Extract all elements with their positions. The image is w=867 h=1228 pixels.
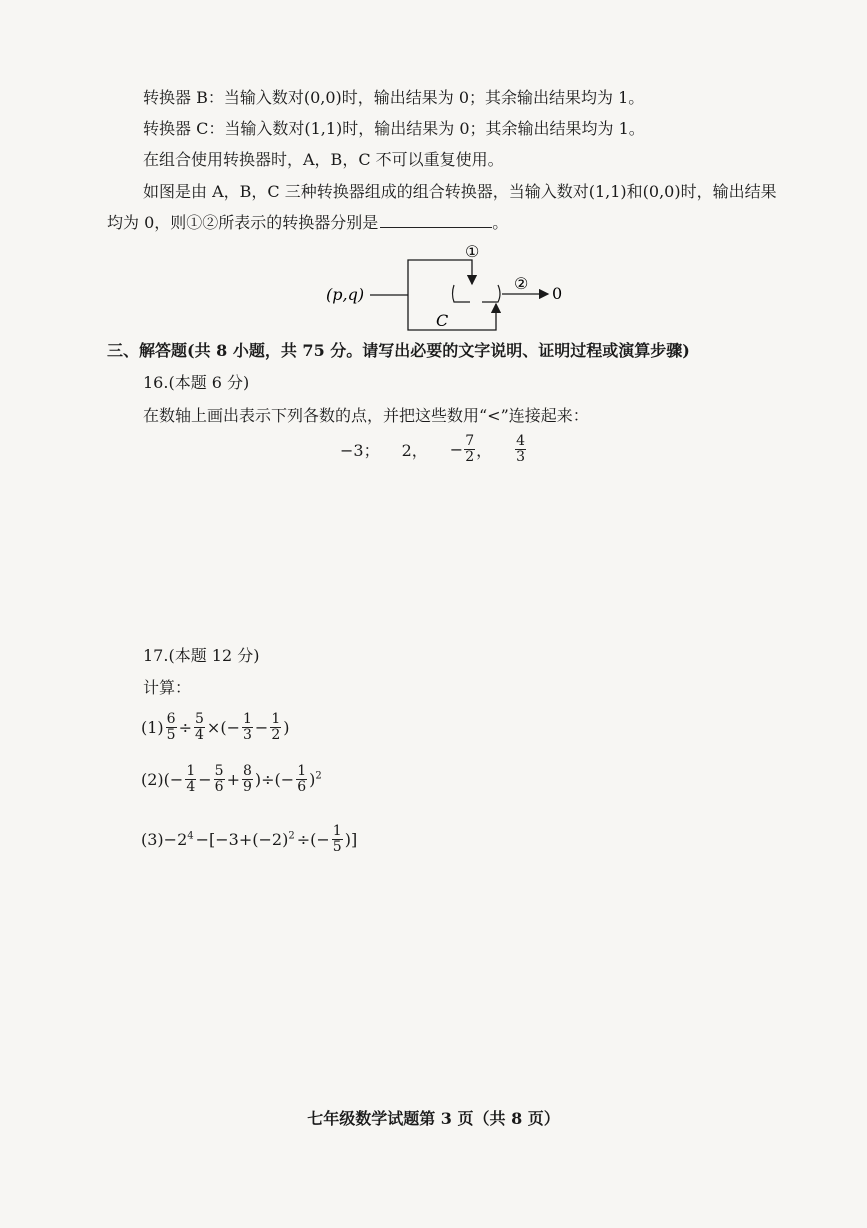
top-wire — [408, 260, 472, 295]
exponent: 2 — [315, 770, 322, 782]
fraction-denominator: 6 — [297, 779, 307, 795]
section3-note: (共 8 小题，共 75 分。请写出必要的文字说明、证明过程或演算步骤) — [187, 341, 690, 360]
operator: − — [254, 718, 269, 737]
q16-fraction-3 — [464, 434, 475, 465]
input-label: (p,q) — [326, 285, 365, 304]
converter-c-text: 转换器 C：当输入数对(1,1)时，输出结果为 0；其余输出结果均为 1。 — [143, 119, 645, 138]
fraction-numerator: 1 — [297, 763, 307, 779]
fraction-numerator: 6 — [166, 711, 176, 727]
fraction — [194, 712, 205, 743]
problem-label-text: (3)−2 — [141, 830, 188, 849]
operator: + — [226, 770, 240, 789]
fraction-denominator: 5 — [332, 839, 342, 855]
fraction-denominator: 5 — [166, 727, 176, 743]
q16-header: 16.(本题 6 分) — [143, 373, 250, 392]
fraction — [166, 712, 177, 743]
fraction — [242, 764, 253, 795]
fraction-numerator: 5 — [195, 711, 204, 727]
fraction-numerator: 5 — [214, 763, 224, 779]
q16-numbers — [340, 434, 549, 465]
answer-blank — [380, 213, 492, 228]
question-text-suffix: 。 — [492, 213, 509, 232]
operator: ÷ — [178, 718, 192, 737]
fraction-numerator: 7 — [465, 433, 475, 449]
q17-problem-2 — [140, 764, 323, 795]
rule-text: 在组合使用转换器时，A，B，C 不可以重复使用。 — [143, 150, 504, 169]
fraction-denominator: 4 — [195, 727, 204, 743]
exponent: 2 — [288, 830, 295, 842]
fraction-numerator: 1 — [186, 763, 196, 779]
question-text-prefix: 均为 0，则①②所表示的转换器分别是 — [107, 213, 379, 232]
section3-heading — [107, 341, 690, 361]
q16-number-3-sep: ， — [476, 441, 493, 460]
fraction-numerator: 8 — [242, 763, 252, 779]
page-footer: 七年级数学试题第 3 页（共 8 页） — [307, 1109, 560, 1128]
q17-problem-3 — [140, 824, 358, 855]
fraction — [242, 712, 253, 743]
close-paren: ) — [309, 770, 316, 789]
q16-number-4 — [514, 434, 527, 465]
q16-number-3 — [450, 434, 492, 465]
fraction — [214, 764, 225, 795]
output-label: 0 — [552, 284, 563, 303]
fraction-denominator: 6 — [214, 779, 224, 795]
q17-header: 17.(本题 12 分) — [143, 646, 260, 665]
operator — [195, 830, 296, 849]
fraction — [270, 712, 281, 743]
problem-label: (1) — [141, 718, 164, 737]
question-text-line2 — [107, 213, 508, 233]
q16-text: 在数轴上画出表示下列各数的点，并把这些数用“<”连接起来： — [143, 406, 589, 425]
operator — [308, 770, 323, 789]
fraction-numerator: 1 — [242, 711, 252, 727]
q16-fraction-4 — [515, 434, 526, 465]
fraction-denominator: 2 — [271, 727, 281, 743]
q17-problem-1 — [140, 712, 290, 743]
bottom-wire — [408, 295, 496, 330]
problem-label — [140, 830, 195, 849]
q16-number-2: 2， — [401, 441, 428, 460]
converter-bracket-left — [453, 285, 471, 302]
converter-diagram — [320, 240, 580, 340]
q16-number-1: −3； — [340, 441, 380, 460]
fraction-numerator: 1 — [332, 823, 342, 839]
fraction — [332, 824, 343, 855]
fraction — [296, 764, 307, 795]
operator: − — [198, 770, 212, 789]
converter-bracket-right — [482, 285, 500, 302]
q17-calc-label: 计算： — [143, 678, 192, 697]
fraction — [185, 764, 196, 795]
operator: )] — [344, 830, 358, 849]
question-text-line1: 如图是由 A，B，C 三种转换器组成的组合转换器，当输入数对(1,1)和(0,0)时，输出结果 — [143, 182, 777, 201]
q16-number-3-sign: − — [449, 440, 464, 459]
operator: )÷(− — [254, 770, 295, 789]
fraction-denominator: 9 — [242, 779, 252, 795]
fraction-denominator: 2 — [465, 449, 475, 465]
fraction-numerator: 1 — [271, 711, 281, 727]
fraction-numerator: 4 — [516, 433, 526, 449]
operator: ) — [283, 718, 290, 737]
fraction-denominator: 3 — [242, 727, 252, 743]
operator: ÷(− — [296, 830, 330, 849]
fraction-denominator: 4 — [186, 779, 196, 795]
label-circle-2: ② — [514, 274, 529, 293]
label-circle-1: ① — [465, 242, 480, 261]
fraction-denominator: 3 — [516, 449, 526, 465]
diagram-svg — [320, 240, 580, 340]
exponent: 4 — [187, 830, 194, 842]
problem-label: (2)(− — [141, 770, 184, 789]
label-c: C — [436, 311, 449, 330]
operator: ×(− — [206, 718, 240, 737]
operator-text: −[−3+(−2) — [195, 830, 289, 849]
converter-b-text: 转换器 B：当输入数对(0,0)时，输出结果为 0；其余输出结果均为 1。 — [143, 88, 645, 107]
section3-title: 三、解答题 — [107, 341, 188, 360]
